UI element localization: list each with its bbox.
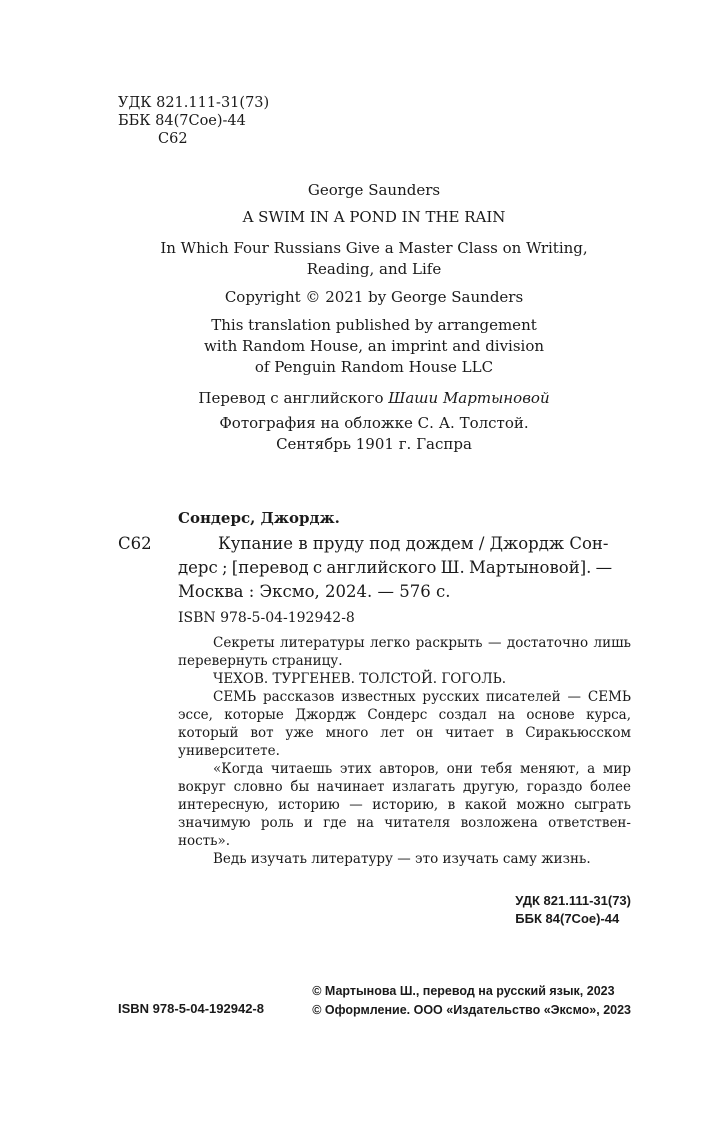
arrangement-line-3: of Penguin Random House LLC (254, 358, 494, 376)
author-code: С62 (158, 131, 188, 147)
bibliographic-record (118, 508, 631, 868)
record-code: С62 (118, 534, 152, 553)
arrangement-line-2: with Random House, an imprint and division (203, 337, 545, 355)
original-title: A SWIM IN A POND IN THE RAIN (242, 208, 506, 226)
annotation-paragraph: Ведь изучать литературу — это изучать саму жизнь. (213, 851, 591, 867)
classification-codes (118, 94, 269, 148)
record-heading: Сондерс, Джордж. (178, 509, 340, 527)
translation-prefix: Перевод с английского (198, 389, 389, 407)
original-copyright: Copyright © 2021 by George Saunders (224, 288, 524, 306)
original-edition-info (118, 180, 630, 455)
original-subtitle-1: In Which Four Russians Give a Master Class on Writing, (160, 239, 588, 257)
bottom-isbn: ISBN 978-5-04-192942-8 (118, 1001, 264, 1016)
udk-code: УДК 821.111-31(73) (118, 95, 270, 111)
photo-credit-1: Фотография на обложке С. А. Толстой. (219, 414, 529, 432)
arrangement-line-1: This translation published by arrangement (211, 316, 537, 334)
annotation-paragraph: «Когда читаешь этих авторов, они тебя меняют, а мир вокруг словно бы начинает излагать другую, гораздо более интересную, историю — историю, в какой можно сыграть значимую роль и где на читателя возложена ответствен-ность». (178, 761, 631, 849)
entry-line-1: Купание в пруду под дождем / Джордж Сон- (218, 534, 609, 553)
right-udk-code: УДК 821.111-31(73) (515, 893, 631, 908)
photo-credit-2: Сентябрь 1901 г. Гаспра (276, 435, 472, 453)
design-copyright: © Оформление. ООО «Издательство «Эксмо», 2023 (312, 1003, 631, 1017)
bbk-code: ББК 84(7Сое)-44 (118, 113, 246, 129)
entry-line-3: Москва : Эксмо, 2024. — 576 с. (178, 582, 451, 601)
original-subtitle-2: Reading, and Life (306, 260, 442, 278)
record-main-entry (118, 532, 631, 604)
right-classification-codes (515, 892, 631, 928)
entry-line-2: дерс ; [перевод с английского Ш. Мартыновой]. — (178, 558, 613, 577)
translator-name: Шаши Мартыновой (388, 389, 550, 407)
translation-credit (118, 388, 630, 409)
annotation-paragraph: Секреты литературы легко раскрыть — достаточно лишь перевернуть страницу. (178, 635, 631, 669)
annotation (118, 634, 631, 868)
annotation-paragraph: ЧЕХОВ. ТУРГЕНЕВ. ТОЛСТОЙ. ГОГОЛЬ. (213, 671, 506, 687)
original-author: George Saunders (307, 181, 441, 199)
right-bbk-code: ББК 84(7Сое)-44 (515, 911, 620, 926)
bottom-copyrights (312, 982, 631, 1020)
annotation-paragraph: СЕМЬ рассказов известных русских писателей — СЕМЬ эссе, которые Джордж Сондерс создал на основе курса, который вот уже много лет он читает в Сиракьюсском университете. (178, 689, 631, 759)
record-isbn: ISBN 978-5-04-192942-8 (178, 610, 355, 626)
translation-copyright: © Мартынова Ш., перевод на русский язык, 2023 (312, 984, 615, 998)
